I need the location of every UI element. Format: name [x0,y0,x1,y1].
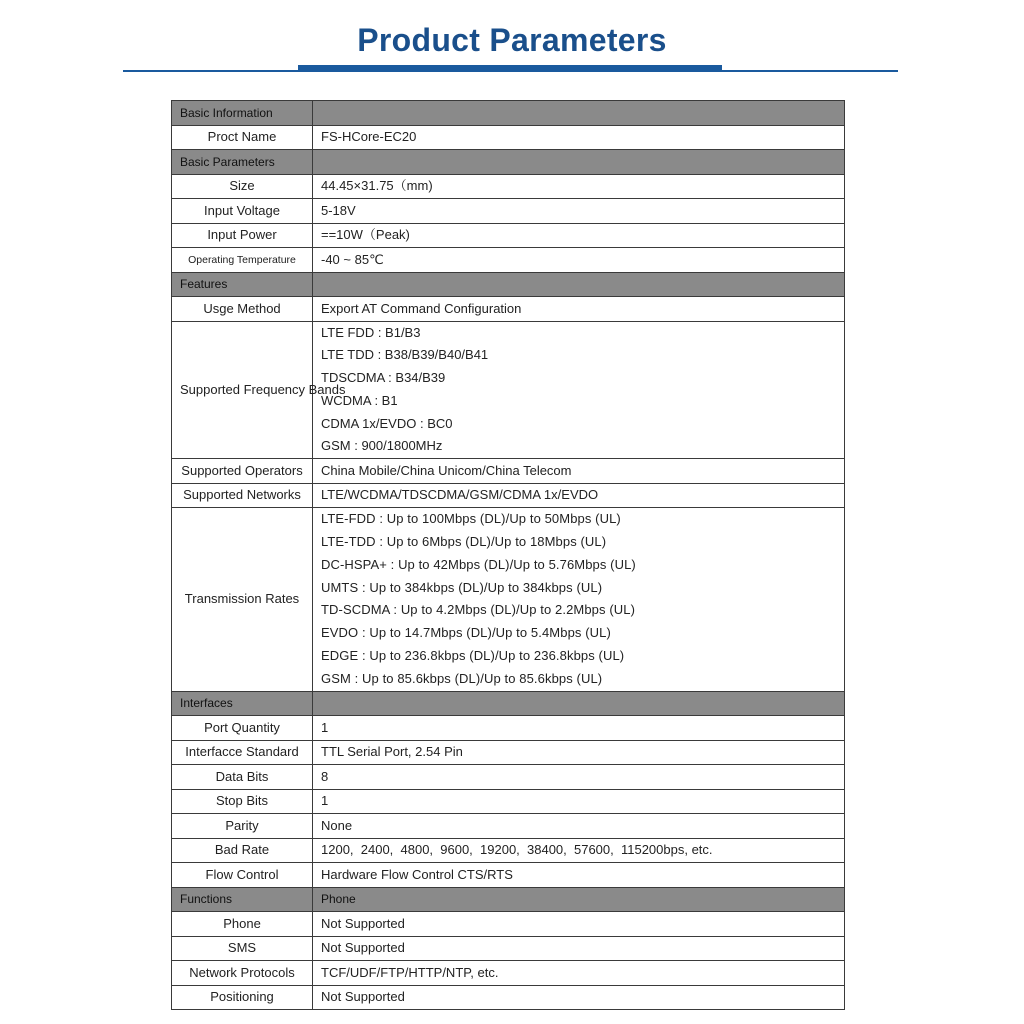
table-row [172,765,845,790]
section-value [313,101,845,126]
section-value [313,150,845,175]
row-label: Flow Control [172,863,313,888]
section-header-functions [172,887,845,912]
table-row [172,459,845,484]
row-value: TTL Serial Port, 2.54 Pin [313,740,845,765]
row-value: None [313,814,845,839]
table-row [172,223,845,248]
title-underline-accent [298,65,722,70]
section-value [313,272,845,297]
list-item: WCDMA : B1 [321,392,398,408]
row-value: LTE/WCDMA/TDSCDMA/GSM/CDMA 1x/EVDO [313,483,845,508]
row-value: -40 ~ 85℃ [313,248,845,273]
row-value: 5-18V [313,199,845,224]
row-label: Bad Rate [172,838,313,863]
title-underline [123,70,898,72]
row-label: Supported Operators [172,459,313,484]
section-header-features [172,272,845,297]
row-label: Supported Networks [172,483,313,508]
section-header-basic-information [172,101,845,126]
row-value: FS-HCore-EC20 [313,125,845,150]
row-label: Phone [172,912,313,937]
section-value: Phone [313,887,845,912]
row-value: Not Supported [313,985,845,1010]
row-label: Stop Bits [172,789,313,814]
row-label: Port Quantity [172,716,313,741]
row-label: SMS [172,936,313,961]
row-label: Proct Name [172,125,313,150]
list-item: EDGE : Up to 236.8kbps (DL)/Up to 236.8kbps (UL) [321,648,625,664]
row-value-list [313,508,845,691]
row-value: 44.45×31.75（mm) [313,174,845,199]
row-label: Network Protocols [172,961,313,986]
row-label: Parity [172,814,313,839]
table-row [172,508,845,691]
section-title: Functions [172,887,313,912]
section-header-basic-parameters [172,150,845,175]
table-row [172,863,845,888]
section-header-interfaces [172,691,845,716]
list-item: GSM : Up to 85.6kbps (DL)/Up to 85.6kbps (UL) [321,670,603,686]
row-label: Positioning [172,985,313,1010]
row-value: 1 [313,789,845,814]
row-label: Input Power [172,223,313,248]
row-value: Not Supported [313,936,845,961]
row-label: Input Voltage [172,199,313,224]
table-row [172,985,845,1010]
row-value: Not Supported [313,912,845,937]
table-row [172,125,845,150]
row-label: Data Bits [172,765,313,790]
list-item: LTE-TDD : Up to 6Mbps (DL)/Up to 18Mbps (UL) [321,534,607,550]
table-row [172,838,845,863]
table-row [172,814,845,839]
table-row [172,936,845,961]
row-label: Supported Frequency Bands [172,321,313,459]
list-item: UMTS : Up to 384kbps (DL)/Up to 384kbps (UL) [321,579,603,595]
parameters-table [171,100,845,1010]
row-value: TCF/UDF/FTP/HTTP/NTP, etc. [313,961,845,986]
section-value [313,691,845,716]
row-label: Operating Temperature [172,248,313,273]
row-value: ==10W（Peak) [313,223,845,248]
table-row [172,740,845,765]
row-value: Export AT Command Configuration [313,297,845,322]
table-row [172,199,845,224]
table-row [172,789,845,814]
row-label: Transmission Rates [172,508,313,691]
row-value: 1 [313,716,845,741]
row-value-list [313,321,845,459]
table-row [172,716,845,741]
section-title: Interfaces [172,691,313,716]
list-item: CDMA 1x/EVDO : BC0 [321,415,453,431]
table-row [172,912,845,937]
row-value: Hardware Flow Control CTS/RTS [313,863,845,888]
row-label: Usge Method [172,297,313,322]
table-row [172,483,845,508]
list-item: LTE TDD : B38/B39/B40/B41 [321,347,489,363]
list-item: TD-SCDMA : Up to 4.2Mbps (DL)/Up to 2.2Mbps (UL) [321,602,636,618]
table-row [172,961,845,986]
section-title: Features [172,272,313,297]
table-row [172,248,845,273]
section-title: Basic Parameters [172,150,313,175]
row-value: 8 [313,765,845,790]
row-value: China Mobile/China Unicom/China Telecom [313,459,845,484]
table-row [172,321,845,459]
row-label: Interfacce Standard [172,740,313,765]
row-label: Size [172,174,313,199]
list-item: GSM : 900/1800MHz [321,438,443,454]
list-item: TDSCDMA : B34/B39 [321,370,446,386]
table-row [172,297,845,322]
section-title: Basic Information [172,101,313,126]
list-item: DC-HSPA+ : Up to 42Mbps (DL)/Up to 5.76Mbps (UL) [321,556,636,572]
page-title: Product Parameters [357,22,667,58]
table-row [172,174,845,199]
list-item: LTE-FDD : Up to 100Mbps (DL)/Up to 50Mbps (UL) [321,511,621,527]
list-item: EVDO : Up to 14.7Mbps (DL)/Up to 5.4Mbps (UL) [321,625,611,641]
row-value: 1200, 2400, 4800, 9600, 19200, 38400, 57600, 115200bps, etc. [313,838,845,863]
list-item: LTE FDD : B1/B3 [321,324,421,340]
